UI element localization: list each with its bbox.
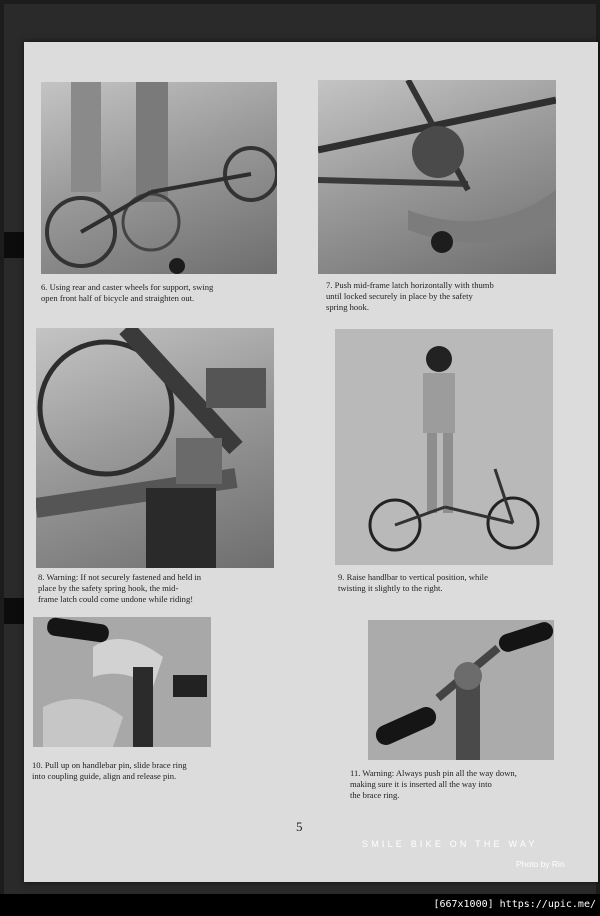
step-9-caption: 9. Raise handlbar to vertical position, while twisting it slightly to the right. [338,572,488,593]
image-host-footer [0,894,600,916]
manual-page [24,42,598,882]
step-7-photo [318,80,556,274]
step-10-photo [33,617,211,747]
step-6-photo [41,82,277,274]
page-number: 5 [296,819,303,834]
footer-url[interactable]: [667x1000] https://upic.me/ [433,899,596,910]
step-10-caption: 10. Pull up on handlebar pin, slide brace ring into coupling guide, align and release pin. [32,760,187,781]
step-8-photo [36,328,274,568]
watermark-credit: Photo by Rin [516,859,565,869]
step-6-caption: 6. Using rear and caster wheels for support, swing open front half of bicycle and straighten out. [41,282,214,303]
step-11-photo [368,620,554,760]
step-7-caption: 7. Push mid-frame latch horizontally with thumb until locked securely in place by the safety spring hook. [326,280,494,312]
step-9-photo [335,329,553,565]
step-8-caption: 8. Warning: If not securely fastened and held in place by the safety spring hook, the mid- frame latch could come undone while riding! [38,572,202,604]
watermark-title: SMILE BIKE ON THE WAY [362,839,538,849]
step-11-caption: 11. Warning: Always push pin all the way down, making sure it is inserted all the way into the brace ring. [350,768,517,800]
